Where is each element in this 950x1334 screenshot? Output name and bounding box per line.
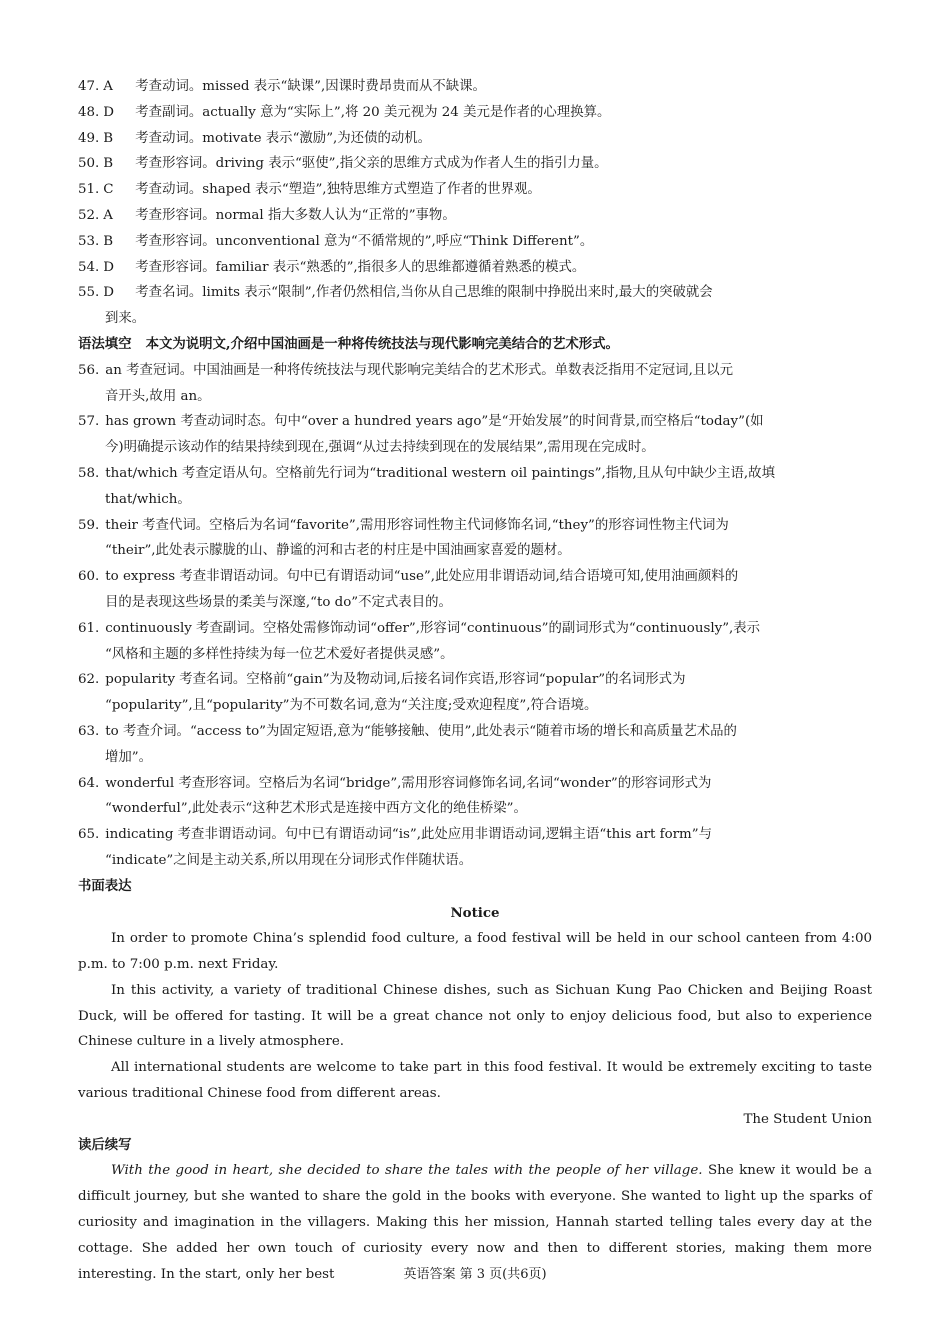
item-explanation: 考查形容词。normal 指大多数人认为“正常的”事物。 bbox=[135, 207, 456, 223]
item-explanation: that/which 考查定语从句。空格前先行词为“traditional western oil paintings”,指物,且从句中缺少主语,故填 bbox=[105, 465, 775, 481]
answer-item bbox=[78, 229, 872, 255]
item-explanation: 考查形容词。familiar 表示“熟悉的”,指很多人的思维都遵循着熟悉的模式。 bbox=[135, 259, 586, 275]
grammar-item bbox=[78, 616, 872, 642]
item-number: 56. bbox=[78, 362, 100, 378]
item-answer: B bbox=[103, 156, 114, 172]
item-explanation: 考查形容词。driving 表示“驱使”,指父亲的思维方式成为作者人生的指引力量。 bbox=[135, 156, 608, 172]
item-number: 50. bbox=[78, 156, 100, 172]
page-footer: 英语答案 第 3 页(共6页) bbox=[403, 1267, 547, 1282]
answer-item bbox=[78, 203, 872, 229]
item-number: 52. bbox=[78, 207, 100, 223]
item-explanation: has grown 考查动词时态。句中“over a hundred years ago”是“开始发展”的时间背景,而空格后“today”(如 bbox=[105, 414, 764, 430]
item-explanation-continued: “their”,此处表示朦胧的山、静谧的河和古老的村庄是中国油画家喜爱的题材。 bbox=[105, 543, 571, 559]
grammar-section-heading bbox=[78, 332, 872, 358]
grammar-item bbox=[78, 461, 872, 487]
item-explanation-continued: 今)明确提示该动作的结果持续到现在,强调“从过去持续到现在的发展结果”,需用现在完成时。 bbox=[105, 440, 655, 456]
item-explanation: indicating 考查非谓语动词。句中已有谓语动词“is”,此处应用非谓语动词,逻辑主语“this art form”与 bbox=[105, 827, 712, 843]
item-explanation-continued: 目的是表现这些场景的柔美与深邃,“to do”不定式表目的。 bbox=[105, 594, 452, 610]
item-explanation: 考查名词。limits 表示“限制”,作者仍然相信,当你从自己思维的限制中挣脱出来时,最大的突破就会 bbox=[135, 285, 713, 301]
item-answer: A bbox=[103, 79, 113, 94]
grammar-item bbox=[78, 771, 872, 797]
item-number: 63. bbox=[78, 723, 100, 739]
item-number: 59. bbox=[78, 517, 100, 533]
item-explanation: popularity 考查名词。空格前“gain”为及物动词,后接名词作宾语,形容词“popular”的名词形式为 bbox=[105, 672, 686, 688]
grammar-answer-list bbox=[78, 358, 872, 874]
item-number: 58. bbox=[78, 465, 100, 481]
writing-section-heading: 书面表达 bbox=[78, 877, 132, 894]
item-number: 53. bbox=[78, 233, 100, 249]
item-explanation: wonderful 考查形容词。空格后为名词“bridge”,需用形容词修饰名词,名词“wonder”的形容词形式为 bbox=[105, 775, 712, 791]
answer-item bbox=[78, 126, 872, 152]
item-explanation-continued: “indicate”之间是主动关系,所以用现在分词形式作伴随状语。 bbox=[105, 852, 473, 868]
item-explanation: 考查动词。shaped 表示“塑造”,独特思维方式塑造了作者的世界观。 bbox=[135, 182, 541, 198]
item-number: 62. bbox=[78, 672, 100, 688]
notice-paragraph: In order to promote China’s splendid food culture, a food festival will be held in our school canteen from 4:00 p.m. to 7:00 p.m. next Friday. bbox=[78, 931, 872, 973]
item-number: 47. bbox=[78, 79, 100, 94]
item-explanation-continued: that/which。 bbox=[105, 491, 191, 507]
notice-signature: The Student Union bbox=[743, 1111, 872, 1127]
item-number: 57. bbox=[78, 414, 100, 430]
item-number: 49. bbox=[78, 130, 100, 146]
item-number: 65. bbox=[78, 827, 100, 843]
item-explanation: an 考查冠词。中国油画是一种将传统技法与现代影响完美结合的艺术形式。单数表泛指用不定冠词,且以元 bbox=[105, 362, 733, 378]
item-number: 55. bbox=[78, 285, 100, 301]
item-answer: A bbox=[103, 207, 113, 223]
continuation-section-heading: 读后续写 bbox=[78, 1136, 132, 1153]
item-explanation-continued: “popularity”,且“popularity”为不可数名词,意为“关注度;受欢迎程度”,符合语境。 bbox=[105, 698, 598, 714]
item-explanation-continued: “风格和主题的多样性持续为每一位艺术爱好者提供灵感”。 bbox=[105, 646, 454, 662]
item-answer: B bbox=[103, 130, 114, 146]
item-answer: D bbox=[103, 259, 115, 275]
notice-paragraph: In this activity, a variety of traditional Chinese dishes, such as Sichuan Kung Pao Chicken and Beijing Roast Duck, will be offered for tasting. It will be a great chance not only to enjoy delicious food, but also to experience Chinese culture in a lively atmosphere. bbox=[78, 982, 872, 1050]
answer-item bbox=[78, 177, 872, 203]
grammar-item bbox=[78, 358, 872, 384]
item-answer: B bbox=[103, 233, 114, 249]
item-explanation: 考查形容词。unconventional 意为“不循常规的”,呼应“Think Different”。 bbox=[135, 233, 594, 249]
answer-item bbox=[78, 255, 872, 281]
answer-list-47-54 bbox=[78, 74, 872, 332]
item-explanation: 考查副词。actually 意为“实际上”,将 20 美元视为 24 美元是作者的心理换算。 bbox=[135, 104, 611, 120]
answer-page bbox=[78, 74, 872, 1287]
item-number: 54. bbox=[78, 259, 100, 275]
grammar-item bbox=[78, 822, 872, 848]
grammar-item bbox=[78, 667, 872, 693]
item-explanation: 考查动词。motivate 表示“激励”,为还债的动机。 bbox=[135, 130, 432, 146]
item-explanation: their 考查代词。空格后为名词“favorite”,需用形容词性物主代词修饰名词,“they”的形容词性物主代词为 bbox=[105, 517, 729, 533]
item-number: 60. bbox=[78, 569, 100, 585]
grammar-item bbox=[78, 564, 872, 590]
grammar-item bbox=[78, 409, 872, 435]
section-title: 语法填空 bbox=[78, 335, 132, 352]
item-number: 51. bbox=[78, 182, 100, 198]
item-explanation: 考查动词。missed 表示“缺课”,因课时费昂贵而从不缺课。 bbox=[135, 79, 486, 94]
notice-paragraph: All international students are welcome to take part in this food festival. It would be extremely exciting to taste various traditional Chinese food from different areas. bbox=[78, 1060, 872, 1102]
item-number: 48. bbox=[78, 104, 100, 120]
item-explanation: to 考查介词。“access to”为固定短语,意为“能够接触、使用”,此处表示“随着市场的增长和高质量艺术品的 bbox=[105, 723, 737, 739]
section-description: 本文为说明文,介绍中国油画是一种将传统技法与现代影响完美结合的艺术形式。 bbox=[145, 335, 619, 352]
item-number: 64. bbox=[78, 775, 100, 791]
notice-title: Notice bbox=[450, 904, 500, 921]
item-answer: D bbox=[103, 104, 115, 120]
item-explanation-continued: 增加”。 bbox=[105, 749, 153, 765]
item-explanation-continued: 音开头,故用 an。 bbox=[105, 388, 211, 404]
continuation-body: She knew it would be a difficult journey, but she wanted to share the gold in the books with everyone. She wanted to light up the sparks of curiosity and imagination in the villagers. Making this her mission, Hannah started telling tales every day at the cottage. She added her own touch of curiosity every now and then to different stories, making them more interesting. In the start, only her best bbox=[78, 1163, 872, 1282]
item-explanation-continued: “wonderful”,此处表示“这种艺术形式是连接中西方文化的绝佳桥梁”。 bbox=[105, 801, 527, 817]
grammar-item bbox=[78, 719, 872, 745]
answer-item bbox=[78, 280, 872, 306]
item-explanation-continued: 到来。 bbox=[105, 311, 146, 327]
item-answer: C bbox=[103, 182, 114, 198]
answer-item bbox=[78, 74, 872, 100]
item-number: 61. bbox=[78, 620, 100, 636]
continuation-opening-sentence: With the good in heart, she decided to share the tales with the people of her village. bbox=[111, 1163, 703, 1179]
item-explanation: continuously 考查副词。空格处需修饰动词“offer”,形容词“continuous”的副词形式为“continuously”,表示 bbox=[105, 620, 761, 636]
grammar-item bbox=[78, 513, 872, 539]
answer-item bbox=[78, 151, 872, 177]
item-explanation: to express 考查非谓语动词。句中已有谓语动词“use”,此处应用非谓语动词,结合语境可知,使用油画颜料的 bbox=[105, 569, 739, 585]
item-answer: D bbox=[103, 285, 115, 301]
answer-item bbox=[78, 100, 872, 126]
